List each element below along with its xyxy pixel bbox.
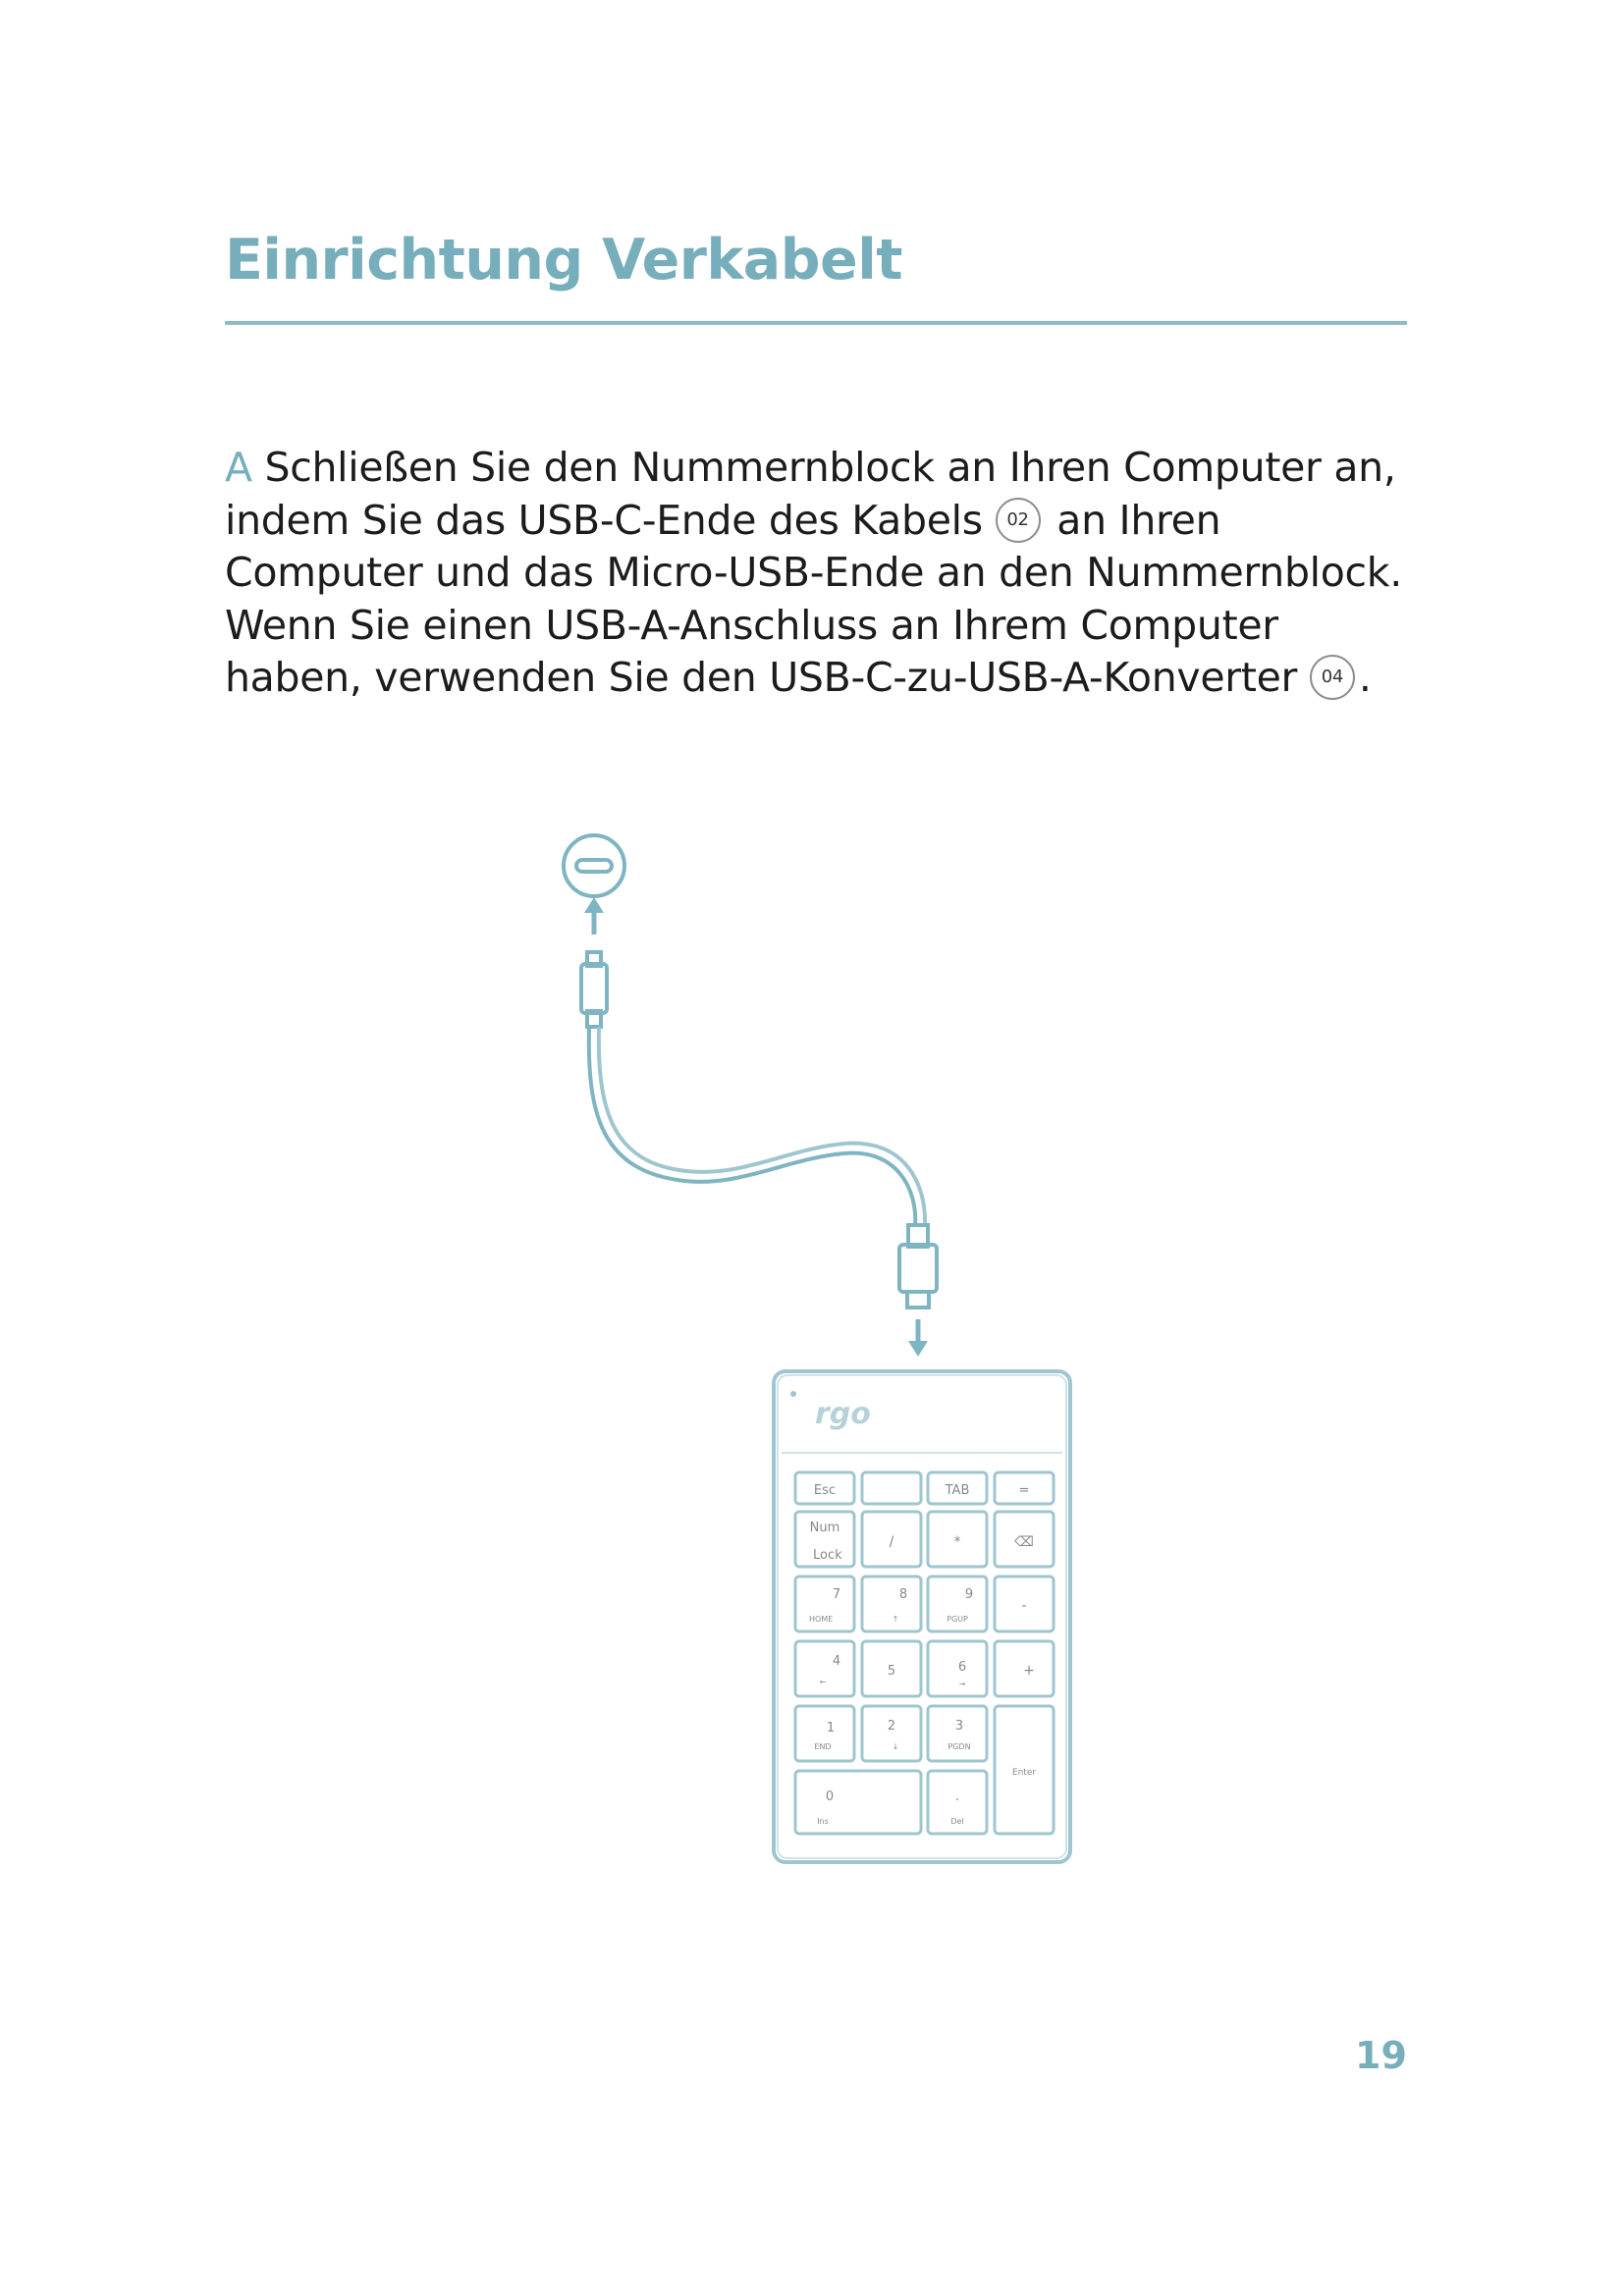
key-plus-label: + <box>1023 1663 1035 1679</box>
key-0-sub-label: Ins <box>817 1817 829 1826</box>
key-5-label: 5 <box>887 1664 896 1679</box>
page-title: Einrichtung Verkabelt <box>225 228 903 293</box>
computer-port-icon <box>564 835 624 896</box>
key-9-sub-label: PGUP <box>947 1615 968 1624</box>
key-dot-label: . <box>954 1789 960 1804</box>
key-2-label: 2 <box>887 1719 896 1734</box>
key-7-sub-label: HOME <box>809 1615 834 1624</box>
key-6-label: 6 <box>957 1660 967 1675</box>
key-8-label: 8 <box>898 1587 908 1602</box>
key-enter-label: Enter <box>1011 1768 1037 1778</box>
key-asterisk-label: * <box>953 1534 961 1550</box>
key-esc-label: Esc <box>813 1483 837 1498</box>
key-tab-label: TAB <box>945 1483 970 1498</box>
arrow-up-icon <box>584 897 604 934</box>
instruction-text-3: . <box>1358 654 1372 702</box>
title-divider <box>225 321 1407 325</box>
key-0-label: 0 <box>825 1789 835 1804</box>
key-3-sub-label: PGDN <box>947 1742 971 1751</box>
cable-icon <box>589 1027 925 1227</box>
key-slash-label: / <box>889 1534 894 1550</box>
numpad-icon <box>774 1371 1070 1862</box>
key-backspace-label: ⌫ <box>1014 1534 1034 1550</box>
arrow-down-icon <box>908 1319 928 1357</box>
key-3-label: 3 <box>954 1719 964 1734</box>
step-letter: A <box>225 444 252 491</box>
key-9-label: 9 <box>964 1587 974 1602</box>
connection-illustration <box>530 815 1100 1875</box>
key-6-sub-label: → <box>958 1680 966 1688</box>
key-dot-sub-label: Del <box>950 1817 964 1826</box>
reference-badge-cable: 02 <box>996 498 1041 543</box>
key-numlock-label: Lock <box>813 1548 842 1563</box>
micro-usb-plug-icon <box>899 1225 937 1308</box>
usb-c-plug-icon <box>581 952 607 1027</box>
key-1-label: 1 <box>826 1721 836 1735</box>
instruction-text-2: an Ihren Computer und das Micro-USB-Ende an den Nummernblock. Wenn Sie einen USB-A-Anschluss an Ihrem Computer haben, verwenden Sie den USB-C-zu-USB-A-Konverter <box>225 496 1402 702</box>
key-4-label: 4 <box>832 1654 841 1669</box>
key-1-sub-label: END <box>814 1742 832 1751</box>
numpad-logo: rgo <box>815 1397 871 1431</box>
instruction-text-1: Schließen Sie den Nummernblock an Ihren Computer an, indem Sie das USB-C-Ende des Kabels <box>225 444 1396 544</box>
key-equals-label: = <box>1018 1483 1030 1498</box>
key-2-sub-label: ↓ <box>892 1742 899 1751</box>
reference-badge-converter: 04 <box>1310 655 1355 700</box>
key-7-label: 7 <box>832 1587 841 1602</box>
key-4-sub-label: ← <box>819 1678 827 1686</box>
key-8-sub-label: ↑ <box>892 1615 899 1624</box>
page-number: 19 <box>1355 2034 1407 2077</box>
key-minus-label: - <box>1021 1598 1027 1614</box>
instruction-paragraph <box>225 442 1423 705</box>
key-numlock-top-label: Num <box>809 1521 840 1535</box>
